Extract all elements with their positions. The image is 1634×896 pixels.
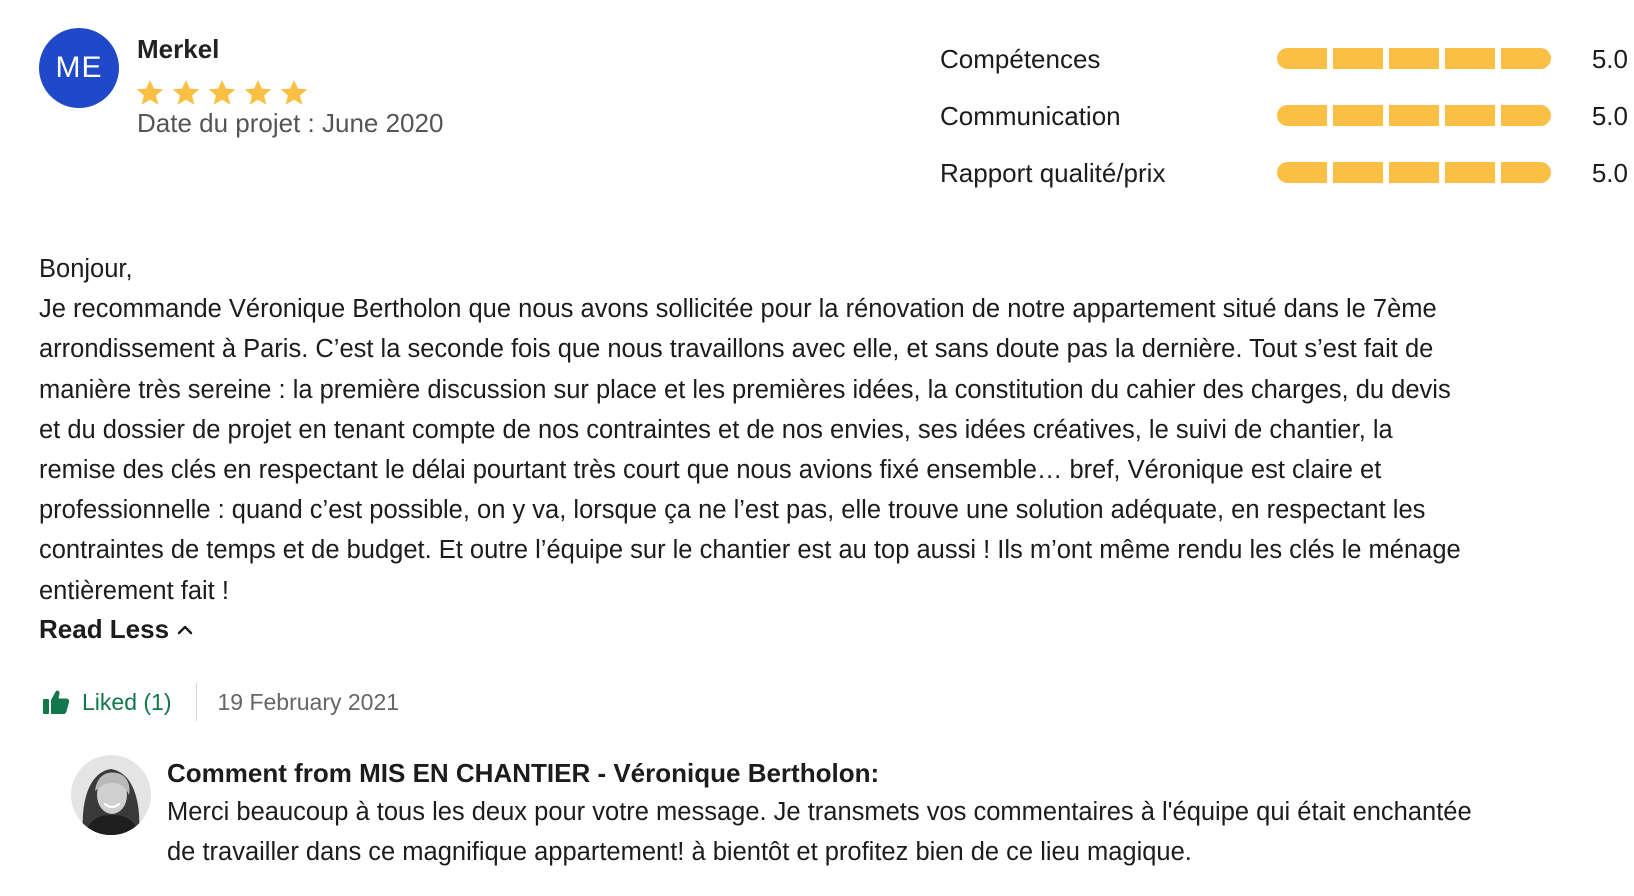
- review-line: remise des clés en respectant le délai pourtant très court que nous avions fixé ensemble… bref, Véronique est claire et: [39, 456, 1382, 485]
- star-icon: [279, 78, 309, 107]
- comment-text: [167, 792, 1627, 872]
- star-rating: [135, 78, 309, 107]
- rating-segment: [1445, 105, 1495, 126]
- liked-count-label: Liked (1): [82, 688, 172, 715]
- rating-value: 5.0: [1591, 101, 1628, 131]
- comment-title: Comment from MIS EN CHANTIER - Véronique Bertholon:: [167, 758, 880, 788]
- review-line: Bonjour,: [39, 255, 133, 283]
- rating-segment: [1277, 105, 1327, 126]
- star-icon: [135, 78, 165, 107]
- reviewer-initials: ME: [55, 51, 103, 84]
- rating-label: Communication: [940, 101, 1121, 131]
- read-less-label: Read Less: [39, 614, 170, 644]
- review-line: manière très sereine : la première discussion sur place et les premières idées, la constitution du cahier des charges, du devis: [39, 375, 1451, 404]
- rating-segment: [1333, 105, 1383, 126]
- review-date: 19 February 2021: [217, 688, 400, 715]
- rating-segment: [1277, 162, 1327, 183]
- rating-segment: [1333, 48, 1383, 69]
- review-line: contraintes de temps et de budget. Et outre l’équipe sur le chantier est au top aussi ! Ils m’ont même rendu les clés le ménage: [39, 536, 1461, 565]
- star-icon: [207, 78, 237, 107]
- rating-bar: [1277, 105, 1551, 126]
- rating-segment: [1389, 48, 1439, 69]
- review-text: [39, 249, 1629, 611]
- rating-value: 5.0: [1591, 158, 1628, 188]
- rating-segment: [1501, 162, 1551, 183]
- review-line: Je recommande Véronique Bertholon que nous avons sollicitée pour la rénovation de notre appartement situé dans le 7ème: [39, 295, 1437, 324]
- like-button[interactable]: [42, 689, 171, 716]
- chevron-up-icon: [175, 620, 195, 640]
- rating-row-competences: [940, 40, 1628, 97]
- rating-bar: [1277, 162, 1551, 183]
- rating-segment: [1501, 48, 1551, 69]
- rating-segment: [1445, 162, 1495, 183]
- review-line: arrondissement à Paris. C’est la seconde fois que nous travaillons avec elle, et sans doute pas la dernière. Tout s’est fait de: [39, 335, 1434, 364]
- rating-segment: [1389, 162, 1439, 183]
- reviewer-avatar: [39, 28, 119, 108]
- review-footer: [42, 683, 399, 721]
- review-line: et du dossier de projet en tenant compte de nos contraintes et de nos envies, ses idées créatives, le suivi de chantier, la: [39, 415, 1393, 444]
- comment-line: de travailler dans ce magnifique appartement! à bientôt et profitez bien de ce lieu magique.: [167, 838, 1192, 866]
- thumbs-up-icon: [42, 689, 70, 715]
- rating-label: Compétences: [940, 44, 1101, 74]
- comment-line: Merci beaucoup à tous les deux pour votre message. Je transmets vos commentaires à l'équipe qui était enchantée: [167, 798, 1472, 826]
- star-icon: [171, 78, 201, 107]
- read-less-button[interactable]: [39, 614, 195, 645]
- rating-row-communication: [940, 97, 1628, 154]
- rating-segment: [1501, 105, 1551, 126]
- rating-segment: [1333, 162, 1383, 183]
- comment-author-photo: [71, 755, 151, 835]
- rating-value: 5.0: [1591, 44, 1628, 74]
- rating-segment: [1277, 48, 1327, 69]
- review-line: professionnelle : quand c’est possible, on y va, lorsque ça ne l’est pas, elle trouve une solution adéquate, en respectant les: [39, 496, 1426, 525]
- reviewer-name: Merkel: [137, 34, 220, 64]
- divider: [196, 683, 197, 721]
- review-line: entièrement fait !: [39, 576, 229, 605]
- rating-bar: [1277, 48, 1551, 69]
- rating-label: Rapport qualité/prix: [940, 158, 1166, 188]
- rating-segment: [1445, 48, 1495, 69]
- ratings-breakdown: [940, 40, 1628, 211]
- rating-segment: [1389, 105, 1439, 126]
- rating-row-value-for-money: [940, 154, 1628, 211]
- project-date: Date du projet : June 2020: [137, 108, 444, 138]
- star-icon: [243, 78, 273, 107]
